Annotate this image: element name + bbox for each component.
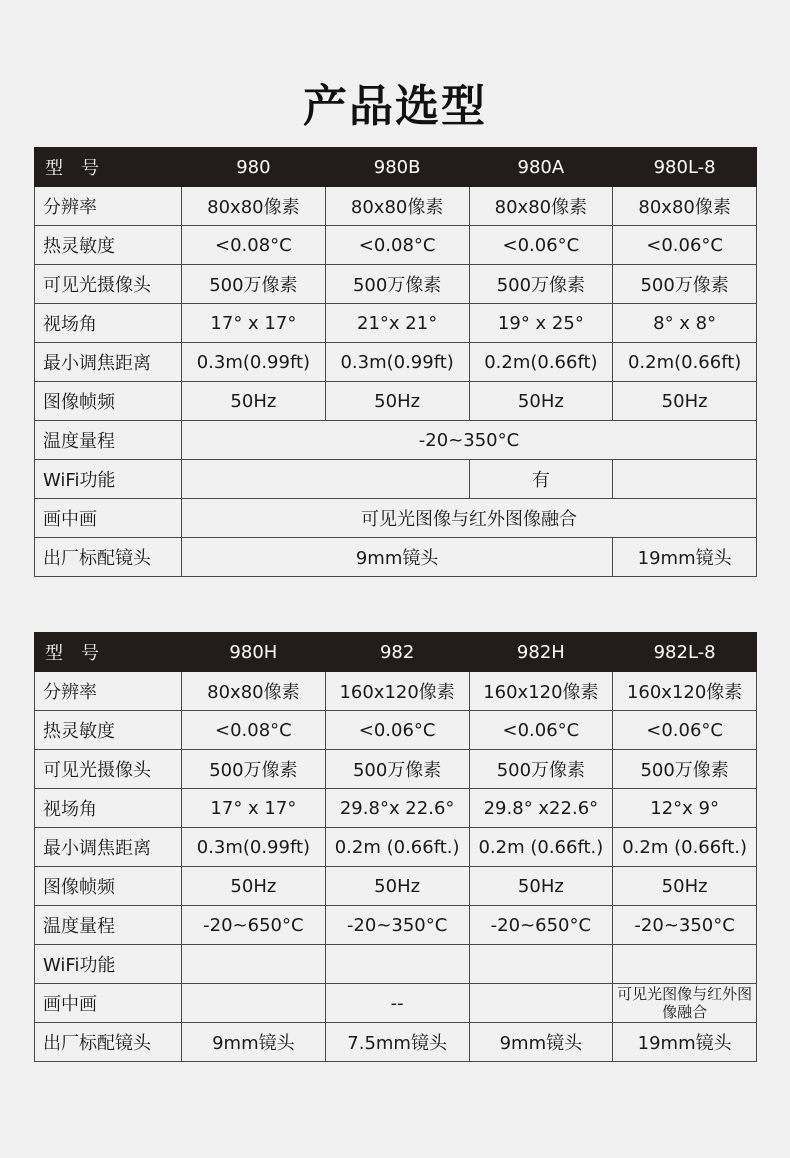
cell-value: <0.06°C <box>613 226 757 265</box>
cell-value: 50Hz <box>182 382 326 421</box>
model-header: 982L-8 <box>613 633 757 672</box>
table-row <box>35 789 757 828</box>
spec-table-1 <box>34 147 757 577</box>
cell-value: 0.2m (0.66ft.) <box>325 828 469 867</box>
cell-value: <0.08°C <box>182 226 326 265</box>
cell-value: 50Hz <box>613 382 757 421</box>
cell-value: 160x120像素 <box>613 672 757 711</box>
table-row <box>35 1023 757 1062</box>
cell-value: 7.5mm镜头 <box>325 1023 469 1062</box>
cell-value: 21°x 21° <box>325 304 469 343</box>
model-header-label: 型 号 <box>35 148 182 187</box>
cell-value: 160x120像素 <box>325 672 469 711</box>
table-row <box>35 499 757 538</box>
table-row <box>35 343 757 382</box>
cell-value: -20~650°C <box>469 906 613 945</box>
cell-value: <0.06°C <box>613 711 757 750</box>
cell-value: 500万像素 <box>182 750 326 789</box>
cell-value: 可见光图像与红外图像融合 <box>613 984 757 1023</box>
table-row <box>35 187 757 226</box>
cell-value: 500万像素 <box>469 750 613 789</box>
cell-value: 160x120像素 <box>469 672 613 711</box>
model-header: 980A <box>469 148 613 187</box>
cell-value <box>182 945 326 984</box>
model-header: 980H <box>182 633 326 672</box>
cell-value: 8° x 8° <box>613 304 757 343</box>
cell-value: 12°x 9° <box>613 789 757 828</box>
table-row <box>35 711 757 750</box>
row-label: 视场角 <box>35 789 182 828</box>
cell-value: -20~350°C <box>613 906 757 945</box>
spec-table-2 <box>34 632 757 1062</box>
row-label: 分辨率 <box>35 187 182 226</box>
model-header: 982H <box>469 633 613 672</box>
cell-value: -20~350°C <box>182 421 757 460</box>
cell-value: 500万像素 <box>325 750 469 789</box>
row-label: 画中画 <box>35 499 182 538</box>
table-row <box>35 304 757 343</box>
cell-value: 50Hz <box>182 867 326 906</box>
row-label: WiFi功能 <box>35 945 182 984</box>
cell-value: 50Hz <box>613 867 757 906</box>
table-row <box>35 226 757 265</box>
model-header-label: 型 号 <box>35 633 182 672</box>
cell-value: 50Hz <box>469 867 613 906</box>
cell-value: 有 <box>469 460 613 499</box>
table-row <box>35 265 757 304</box>
cell-value: 17° x 17° <box>182 304 326 343</box>
table-row <box>35 460 757 499</box>
table-row <box>35 421 757 460</box>
cell-value <box>325 945 469 984</box>
cell-value: 0.2m (0.66ft.) <box>469 828 613 867</box>
row-label: 出厂标配镜头 <box>35 538 182 577</box>
cell-value: 50Hz <box>325 867 469 906</box>
table-row <box>35 828 757 867</box>
cell-value: 0.2m(0.66ft) <box>469 343 613 382</box>
cell-value: 19mm镜头 <box>613 538 757 577</box>
row-label: 图像帧频 <box>35 867 182 906</box>
table-row <box>35 538 757 577</box>
cell-value: <0.06°C <box>469 711 613 750</box>
cell-value: 0.3m(0.99ft) <box>182 343 326 382</box>
table-header-row <box>35 148 757 187</box>
cell-value: 0.3m(0.99ft) <box>325 343 469 382</box>
table-row <box>35 945 757 984</box>
cell-value <box>182 984 326 1023</box>
table-row <box>35 984 757 1023</box>
table-row <box>35 750 757 789</box>
cell-value: 9mm镜头 <box>182 1023 326 1062</box>
model-header: 980 <box>182 148 326 187</box>
cell-value: 80x80像素 <box>182 187 326 226</box>
row-label: 最小调焦距离 <box>35 343 182 382</box>
row-label: 可见光摄像头 <box>35 750 182 789</box>
cell-value: 500万像素 <box>325 265 469 304</box>
row-label: 热灵敏度 <box>35 711 182 750</box>
row-label: 温度量程 <box>35 421 182 460</box>
cell-value: 0.3m(0.99ft) <box>182 828 326 867</box>
cell-value: -20~350°C <box>325 906 469 945</box>
cell-value: <0.08°C <box>325 226 469 265</box>
cell-value: 17° x 17° <box>182 789 326 828</box>
cell-value <box>613 460 757 499</box>
cell-value: -20~650°C <box>182 906 326 945</box>
table-row <box>35 906 757 945</box>
cell-value: 9mm镜头 <box>182 538 613 577</box>
row-label: 可见光摄像头 <box>35 265 182 304</box>
page-title: 产品选型 <box>303 81 487 132</box>
cell-value: 29.8° x22.6° <box>469 789 613 828</box>
row-label: 视场角 <box>35 304 182 343</box>
model-header: 982 <box>325 633 469 672</box>
cell-value: 29.8°x 22.6° <box>325 789 469 828</box>
cell-value: 80x80像素 <box>613 187 757 226</box>
cell-value: 80x80像素 <box>325 187 469 226</box>
cell-value: 500万像素 <box>469 265 613 304</box>
model-header: 980L-8 <box>613 148 757 187</box>
cell-value: 80x80像素 <box>182 672 326 711</box>
row-label: 热灵敏度 <box>35 226 182 265</box>
cell-value: <0.08°C <box>182 711 326 750</box>
cell-value <box>469 945 613 984</box>
model-header: 980B <box>325 148 469 187</box>
table-row <box>35 867 757 906</box>
row-label: 出厂标配镜头 <box>35 1023 182 1062</box>
table-header-row <box>35 633 757 672</box>
cell-value: <0.06°C <box>325 711 469 750</box>
cell-value: 50Hz <box>469 382 613 421</box>
row-label: 分辨率 <box>35 672 182 711</box>
row-label: WiFi功能 <box>35 460 182 499</box>
cell-value: 500万像素 <box>613 750 757 789</box>
row-label: 图像帧频 <box>35 382 182 421</box>
cell-value <box>469 984 613 1023</box>
row-label: 最小调焦距离 <box>35 828 182 867</box>
cell-value: 500万像素 <box>182 265 326 304</box>
table-row <box>35 672 757 711</box>
cell-value <box>613 945 757 984</box>
cell-value: 0.2m (0.66ft.) <box>613 828 757 867</box>
cell-value: <0.06°C <box>469 226 613 265</box>
table-row <box>35 382 757 421</box>
cell-value: 80x80像素 <box>469 187 613 226</box>
cell-value: 50Hz <box>325 382 469 421</box>
cell-value: 9mm镜头 <box>469 1023 613 1062</box>
cell-value: 可见光图像与红外图像融合 <box>182 499 757 538</box>
cell-value: 0.2m(0.66ft) <box>613 343 757 382</box>
cell-value: 500万像素 <box>613 265 757 304</box>
cell-value <box>182 460 470 499</box>
row-label: 温度量程 <box>35 906 182 945</box>
cell-value: -- <box>325 984 469 1023</box>
cell-value: 19° x 25° <box>469 304 613 343</box>
row-label: 画中画 <box>35 984 182 1023</box>
cell-value: 19mm镜头 <box>613 1023 757 1062</box>
